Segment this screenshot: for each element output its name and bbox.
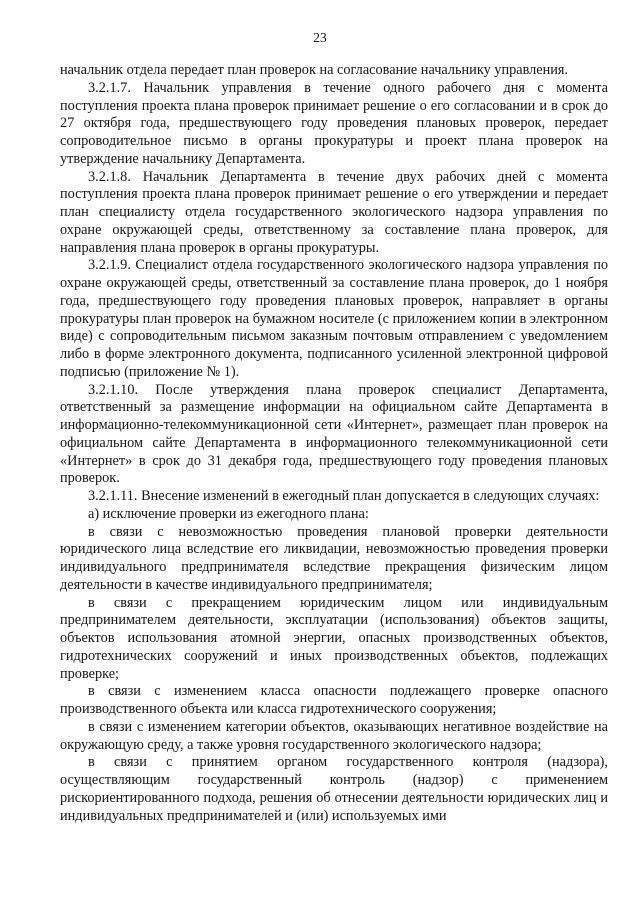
page-number: 23 bbox=[313, 30, 327, 45]
document-body bbox=[60, 62, 608, 825]
list-item-risk-approach: в связи с принятием органом государственного контроля (надзора), осуществляющим государственный контроль (надзор) с применением рискориентированного подхода, решения об отнесении деятельности юридических лиц и индивидуальных предпринимателей и (или) используемых ими bbox=[60, 754, 608, 824]
list-item-category: в связи с изменением категории объектов, оказывающих негативное воздействие на окружающую среду, а также уровня государственного экологического надзора; bbox=[60, 718, 608, 753]
list-item-termination: в связи с прекращением юридическим лицом или индивидуальным предпринимателем деятельности, эксплуатации (использования) объектов защиты, объектов использования атомной энергии, опасных производственных объектов, гидротехнических сооружений и иных производственных объектов, подлежащих проверке; bbox=[60, 594, 608, 682]
paragraph-3-2-1-9: 3.2.1.9. Специалист отдела государственного экологического надзора управления по охране окружающей среды, ответственный за составление плана проверок, до 1 ноября года, предшествующего году проведения плановых проверок, направляет в органы прокуратуры план проверок на бумажном носителе (с приложением копии в электронном виде) с сопроводительным письмом заказным почтовым отправлением с уведомлением либо в форме электронного документа, подписанного усиленной электронной цифровой подписью (приложение № 1). bbox=[60, 257, 608, 380]
list-item-liquidation: в связи с невозможностью проведения плановой проверки деятельности юридического лица вследствие его ликвидации, невозможностью проведения проверки индивидуального предпринимателя вследствие прекращения физическим лицом деятельности в качестве индивидуального предпринимателя; bbox=[60, 523, 608, 593]
paragraph-continuation: начальник отдела передает план проверок на согласование начальнику управления. bbox=[60, 62, 569, 78]
paragraph-3-2-1-11: 3.2.1.11. Внесение изменений в ежегодный план допускается в следующих случаях: bbox=[88, 488, 600, 504]
paragraph-3-2-1-7: 3.2.1.7. Начальник управления в течение одного рабочего дня с момента поступления проекта плана проверок принимает решение о его согласовании и в срок до 27 октября года, предшествующего году проведения плановых проверок, передает сопроводительное письмо в органы прокуратуры и проект плана проверок на утверждение начальнику Департамента. bbox=[60, 79, 608, 167]
paragraph-3-2-1-8: 3.2.1.8. Начальник Департамента в течение двух рабочих дней с момента поступления проекта плана проверок принимает решение о его утверждении и передает план специалисту отдела государственного экологического надзора управления по охране окружающей среды, ответственному за составление плана проверок, для направления плана проверок в органы прокуратуры. bbox=[60, 168, 608, 256]
paragraph-3-2-1-10: 3.2.1.10. После утверждения плана проверок специалист Департамента, ответственный за размещение информации на официальном сайте Департамента в информационно-телекоммуникационной сети «Интернет», размещает план проверок на официальном сайте Департамента в информационного телекоммуникационной сети «Интернет» в срок до 31 декабря года, предшествующего году проведения плановых проверок. bbox=[60, 381, 608, 487]
list-item-a: а) исключение проверки из ежегодного плана: bbox=[88, 505, 369, 522]
list-item-hazard-class: в связи с изменением класса опасности подлежащего проверке опасного производственного объекта или класса гидротехнического сооружения; bbox=[60, 683, 608, 717]
